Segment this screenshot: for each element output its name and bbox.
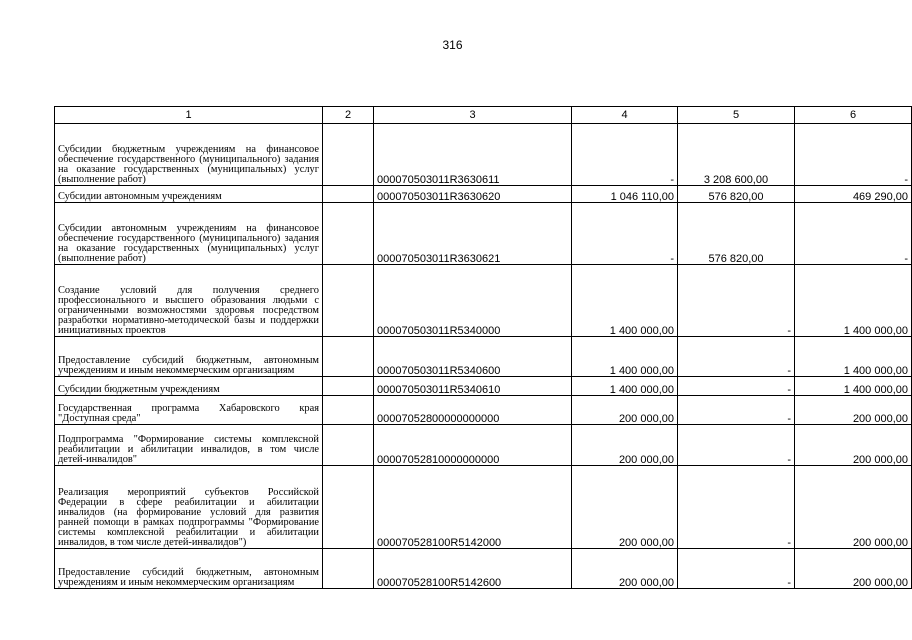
table-row: [55, 466, 912, 549]
row-code: 00007052800000000000: [374, 396, 572, 425]
row-col6: 200 000,00: [795, 466, 912, 549]
row-col2: [323, 425, 374, 466]
page-number: 316: [442, 38, 463, 52]
row-col2: [323, 265, 374, 337]
row-col5: -: [678, 265, 795, 337]
header-row: [55, 107, 912, 124]
row-col6: 1 400 000,00: [795, 337, 912, 377]
row-col4: 1 400 000,00: [572, 337, 678, 377]
row-col6: 200 000,00: [795, 396, 912, 425]
row-col2: [323, 396, 374, 425]
row-code: 000070503011R3630621: [374, 203, 572, 265]
table-row: [55, 377, 912, 396]
row-code: 00007052810000000000: [374, 425, 572, 466]
row-col5: 576 820,00: [678, 186, 795, 203]
column-header-2: 2: [323, 107, 374, 124]
row-col4: 200 000,00: [572, 425, 678, 466]
row-col6: 200 000,00: [795, 425, 912, 466]
row-col2: [323, 337, 374, 377]
row-col6: -: [795, 124, 912, 186]
row-col6: -: [795, 203, 912, 265]
row-col4: 200 000,00: [572, 396, 678, 425]
row-col4: 1 046 110,00: [572, 186, 678, 203]
row-col5: -: [678, 425, 795, 466]
row-name: Субсидии автономным учреждениям: [55, 186, 323, 203]
row-col4: 200 000,00: [572, 549, 678, 589]
row-name: Субсидии автономным учреждениям на финансовое обеспечение государственного (муниципального) задания на оказание государственных (муниципальных) услуг (выполнение работ): [55, 203, 323, 265]
row-col6: 200 000,00: [795, 549, 912, 589]
row-col2: [323, 377, 374, 396]
row-code: 000070503011R5340600: [374, 337, 572, 377]
row-col5: -: [678, 337, 795, 377]
row-col4: 200 000,00: [572, 466, 678, 549]
row-col2: [323, 549, 374, 589]
row-col4: -: [572, 124, 678, 186]
table-row: [55, 186, 912, 203]
row-code: 000070503011R5340000: [374, 265, 572, 337]
row-col6: 1 400 000,00: [795, 377, 912, 396]
row-name: Предоставление субсидий бюджетным, автономным учреждениям и иным некоммерческим организациям: [55, 549, 323, 589]
row-name: Субсидии бюджетным учреждениям: [55, 377, 323, 396]
row-col5: 3 208 600,00: [678, 124, 795, 186]
row-name: Подпрограмма "Формирование системы комплексной реабилитации и абилитации инвалидов, в том числе детей-инвалидов": [55, 425, 323, 466]
row-code: 000070528100R5142600: [374, 549, 572, 589]
row-col5: -: [678, 377, 795, 396]
budget-table: [54, 106, 912, 589]
row-col2: [323, 203, 374, 265]
table-row: [55, 337, 912, 377]
row-col5: -: [678, 549, 795, 589]
row-code: 000070528100R5142000: [374, 466, 572, 549]
column-header-6: 6: [795, 107, 912, 124]
row-col6: 469 290,00: [795, 186, 912, 203]
row-code: 000070503011R5340610: [374, 377, 572, 396]
table-row: [55, 396, 912, 425]
row-col5: -: [678, 466, 795, 549]
row-code: 000070503011R3630620: [374, 186, 572, 203]
table-row: [55, 203, 912, 265]
row-name: Реализация мероприятий субъектов Российской Федерации в сфере реабилитации и абилитации инвалидов (на формирование условий для развития ранней помощи в рамках подпрограммы "Формирование системы комплексной реабилитации и абилитации инвалидов, в том числе детей-инвалидов"): [55, 466, 323, 549]
row-col4: 1 400 000,00: [572, 265, 678, 337]
row-name: Предоставление субсидий бюджетным, автономным учреждениям и иным некоммерческим организациям: [55, 337, 323, 377]
column-header-1: 1: [55, 107, 323, 124]
column-header-4: 4: [572, 107, 678, 124]
table-row: [55, 425, 912, 466]
column-header-3: 3: [374, 107, 572, 124]
row-col2: [323, 186, 374, 203]
table-row: [55, 549, 912, 589]
row-col5: -: [678, 396, 795, 425]
row-name: Государственная программа Хабаровского края "Доступная среда": [55, 396, 323, 425]
row-col6: 1 400 000,00: [795, 265, 912, 337]
row-col4: 1 400 000,00: [572, 377, 678, 396]
row-col4: -: [572, 203, 678, 265]
row-code: 000070503011R3630611: [374, 124, 572, 186]
column-header-5: 5: [678, 107, 795, 124]
row-col2: [323, 466, 374, 549]
row-name: Создание условий для получения среднего профессионального и высшего образования людьми с ограниченными возможностями здоровья посредством разработки нормативно-методической базы и поддержки инициативных проектов: [55, 265, 323, 337]
table-row: [55, 265, 912, 337]
table-row: [55, 124, 912, 186]
row-col2: [323, 124, 374, 186]
row-name: Субсидии бюджетным учреждениям на финансовое обеспечение государственного (муниципального) задания на оказание государственных (муниципальных) услуг (выполнение работ): [55, 124, 323, 186]
row-col5: 576 820,00: [678, 203, 795, 265]
